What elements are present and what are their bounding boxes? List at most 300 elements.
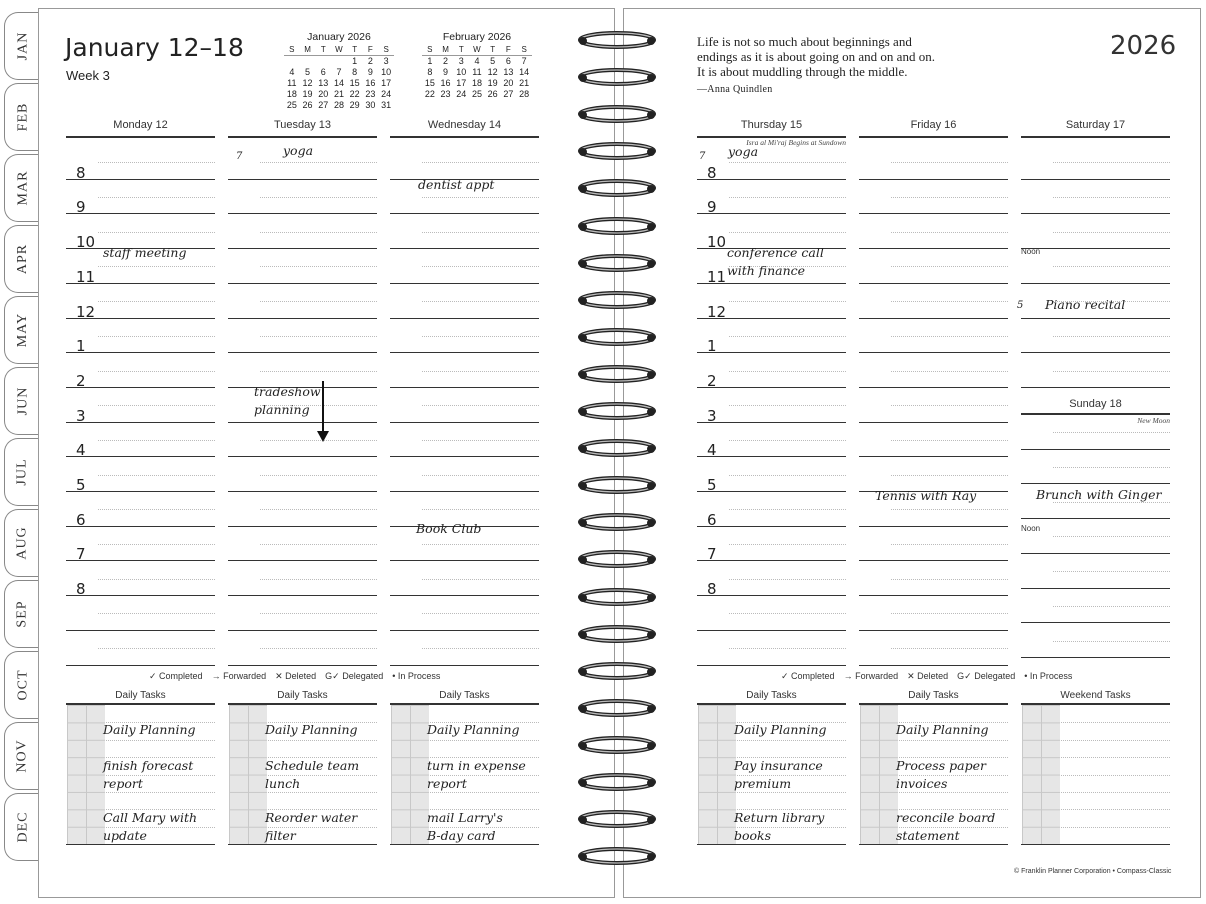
month-tab-label: SEP xyxy=(15,600,30,628)
hour-line[interactable] xyxy=(859,179,1008,180)
half-hour-line xyxy=(98,336,215,337)
task-item[interactable]: invoices xyxy=(896,776,948,791)
calendar-date[interactable]: 4 xyxy=(289,67,295,77)
handwritten-entry[interactable]: staff meeting xyxy=(103,245,187,260)
calendar-date[interactable]: 1 xyxy=(352,56,358,66)
hour-label: 12 xyxy=(707,302,727,321)
hour-line[interactable] xyxy=(390,665,539,666)
handwritten-entry[interactable]: Book Club xyxy=(416,521,482,536)
calendar-date[interactable]: 8 xyxy=(427,67,433,77)
hour-line[interactable] xyxy=(66,456,215,457)
spiral-ring xyxy=(577,438,657,458)
task-item[interactable]: update xyxy=(103,828,147,843)
half-hour-line xyxy=(729,371,846,372)
half-hour-line xyxy=(98,509,215,510)
task-line xyxy=(1061,740,1170,741)
spiral-ring xyxy=(577,141,657,161)
handwritten-entry[interactable]: planning xyxy=(254,402,310,417)
spiral-ring xyxy=(577,698,657,718)
hour-line[interactable] xyxy=(228,318,377,319)
handwritten-entry[interactable]: Brunch with Ginger xyxy=(1036,487,1162,502)
calendar-date[interactable]: 24 xyxy=(456,89,467,99)
status-legend: ✓ Completed → Forwarded ✕ Deleted G✓ Delegated • In Process xyxy=(781,671,1073,681)
task-item[interactable]: B-day card xyxy=(427,828,496,843)
hour-line[interactable] xyxy=(390,318,539,319)
noon-label: Noon xyxy=(1021,524,1041,533)
handwritten-entry[interactable]: Tennis with Ray xyxy=(875,488,977,503)
calendar-date[interactable]: 23 xyxy=(365,89,376,99)
hour-line[interactable] xyxy=(390,456,539,457)
task-item[interactable]: report xyxy=(427,776,467,791)
task-item[interactable]: report xyxy=(103,776,143,791)
hour-line[interactable] xyxy=(228,491,377,492)
weekday-initial: T xyxy=(485,44,501,56)
hour-label: 6 xyxy=(707,510,717,529)
task-item[interactable]: reconcile board xyxy=(896,810,996,825)
hour-line[interactable] xyxy=(859,387,1008,388)
task-item[interactable]: filter xyxy=(265,828,296,843)
half-hour-line xyxy=(891,197,1008,198)
hour-line[interactable] xyxy=(1021,483,1170,484)
spiral-ring xyxy=(577,549,657,569)
calendar-date[interactable] xyxy=(315,56,331,68)
hour-line[interactable] xyxy=(228,179,377,180)
calendar-date[interactable]: 18 xyxy=(286,89,297,99)
month-tab-jan[interactable] xyxy=(4,12,41,80)
calendar-date[interactable]: 26 xyxy=(302,100,313,110)
weekday-initial: W xyxy=(469,44,485,56)
hour-label: 7 xyxy=(76,545,86,564)
calendar-date[interactable]: 21 xyxy=(519,78,530,88)
calendar-date[interactable]: 17 xyxy=(381,78,392,88)
calendar-date[interactable]: 16 xyxy=(440,78,451,88)
hour-label: 2 xyxy=(76,371,86,390)
calendar-date[interactable]: 4 xyxy=(474,56,480,66)
calendar-date[interactable]: 11 xyxy=(472,67,482,77)
hour-line[interactable] xyxy=(66,352,215,353)
hour-line[interactable] xyxy=(66,213,215,214)
task-status-grid[interactable] xyxy=(391,705,429,844)
copyright-footer: © Franklin Planner Corporation • Compass-Classic xyxy=(1014,868,1172,875)
hour-line[interactable] xyxy=(228,283,377,284)
task-item[interactable]: Daily Planning xyxy=(896,722,989,737)
hour-line[interactable] xyxy=(859,560,1008,561)
hour-line[interactable] xyxy=(390,630,539,631)
half-hour-line xyxy=(422,509,539,510)
calendar-date[interactable]: 31 xyxy=(381,100,392,110)
half-hour-line xyxy=(422,648,539,649)
month-tab-label: JAN xyxy=(14,31,30,61)
hour-line[interactable] xyxy=(390,595,539,596)
weekday-initial: W xyxy=(331,44,347,56)
calendar-date[interactable]: 6 xyxy=(320,67,326,77)
task-item[interactable]: Daily Planning xyxy=(427,722,520,737)
hour-line[interactable] xyxy=(66,387,215,388)
calendar-date[interactable]: 27 xyxy=(318,100,329,110)
hour-line[interactable] xyxy=(390,560,539,561)
hour-line[interactable] xyxy=(1021,588,1170,589)
hour-line[interactable] xyxy=(390,422,539,423)
quote-author: —Anna Quindlen xyxy=(697,84,773,95)
half-hour-line xyxy=(891,336,1008,337)
calendar-date[interactable]: 26 xyxy=(487,89,498,99)
task-item[interactable]: Reorder water xyxy=(265,810,358,825)
hour-line[interactable] xyxy=(66,526,215,527)
calendar-date[interactable]: 25 xyxy=(286,100,297,110)
half-hour-line xyxy=(891,371,1008,372)
handwritten-entry[interactable]: Piano recital xyxy=(1045,297,1126,312)
calendar-date[interactable]: 3 xyxy=(458,56,464,66)
hour-line[interactable] xyxy=(859,526,1008,527)
hour-line[interactable] xyxy=(1021,553,1170,554)
calendar-date[interactable]: 19 xyxy=(487,78,498,88)
weekday-initial: S xyxy=(516,44,532,56)
calendar-date[interactable]: 9 xyxy=(443,67,449,77)
hour-line[interactable] xyxy=(859,352,1008,353)
daily-tasks-wednesday xyxy=(390,690,539,846)
calendar-date[interactable]: 20 xyxy=(318,89,329,99)
half-hour-line xyxy=(891,301,1008,302)
calendar-date[interactable]: 14 xyxy=(333,78,344,88)
hour-line[interactable] xyxy=(1021,622,1170,623)
header-rule xyxy=(1021,413,1170,415)
hour-line[interactable] xyxy=(390,248,539,249)
month-tab-aug[interactable] xyxy=(4,509,41,577)
half-hour-line xyxy=(98,440,215,441)
hour-line[interactable] xyxy=(1021,213,1170,214)
daily-tasks-friday xyxy=(859,690,1008,846)
task-item[interactable]: lunch xyxy=(265,776,301,791)
calendar-date[interactable]: 8 xyxy=(352,67,358,77)
hour-label: 5 xyxy=(707,476,717,494)
calendar-date[interactable]: 21 xyxy=(333,89,344,99)
half-hour-line xyxy=(891,266,1008,267)
task-item[interactable]: books xyxy=(734,828,772,843)
calendar-date[interactable]: 24 xyxy=(381,89,392,99)
hour-line[interactable] xyxy=(1021,518,1170,519)
tasks-bottom-rule xyxy=(390,844,539,845)
hour-label: 7 xyxy=(707,545,717,564)
hour-line[interactable] xyxy=(228,213,377,214)
hour-label: 9 xyxy=(707,198,717,217)
half-hour-line xyxy=(1053,432,1170,433)
tasks-label: Daily Tasks xyxy=(439,690,490,701)
hour-line[interactable] xyxy=(66,665,215,666)
handwritten-entry[interactable]: yoga xyxy=(728,144,759,159)
month-tab-jun[interactable] xyxy=(4,367,41,435)
hour-line[interactable] xyxy=(228,456,377,457)
task-line xyxy=(1061,775,1170,776)
half-hour-line xyxy=(1053,641,1170,642)
hour-line[interactable] xyxy=(66,630,215,631)
half-hour-line xyxy=(260,162,377,163)
task-line xyxy=(737,792,846,793)
tasks-bottom-rule xyxy=(1021,844,1170,845)
calendar-date[interactable]: 30 xyxy=(365,100,376,110)
hour-line[interactable] xyxy=(859,456,1008,457)
hour-line[interactable] xyxy=(1021,248,1170,249)
task-item[interactable]: Daily Planning xyxy=(103,722,196,737)
hour-line[interactable] xyxy=(228,665,377,666)
tasks-bottom-rule xyxy=(228,844,377,845)
month-tab-apr[interactable] xyxy=(4,225,41,293)
hour-line[interactable] xyxy=(697,456,846,457)
half-hour-line xyxy=(260,336,377,337)
hour-line[interactable] xyxy=(390,283,539,284)
day-label-sunday: Sunday 18 xyxy=(1069,398,1122,410)
task-line xyxy=(106,740,215,741)
half-hour-line xyxy=(422,266,539,267)
hour-line[interactable] xyxy=(859,665,1008,666)
spiral-ring xyxy=(577,30,657,50)
half-hour-line xyxy=(891,648,1008,649)
half-hour-line xyxy=(422,371,539,372)
calendar-date[interactable]: 13 xyxy=(318,78,329,88)
calendar-date[interactable]: 6 xyxy=(505,56,511,66)
half-hour-line xyxy=(1053,371,1170,372)
calendar-date[interactable] xyxy=(284,56,300,68)
calendar-date[interactable] xyxy=(300,56,316,68)
hour-line[interactable] xyxy=(228,560,377,561)
hour-line[interactable] xyxy=(697,526,846,527)
hour-line[interactable] xyxy=(697,665,846,666)
spiral-ring xyxy=(577,772,657,792)
hour-line[interactable] xyxy=(697,179,846,180)
handwritten-entry[interactable]: with finance xyxy=(727,263,806,278)
spiral-ring xyxy=(577,587,657,607)
calendar-date[interactable]: 29 xyxy=(349,100,360,110)
calendar-date[interactable]: 2 xyxy=(367,56,373,66)
month-tab-label: JUN xyxy=(14,386,30,416)
task-line xyxy=(1061,792,1170,793)
hour-line[interactable] xyxy=(390,213,539,214)
hour-line[interactable] xyxy=(1021,179,1170,180)
task-status-grid[interactable] xyxy=(67,705,105,844)
hour-line[interactable] xyxy=(390,387,539,388)
hour-line[interactable] xyxy=(390,491,539,492)
hour-line[interactable] xyxy=(697,213,846,214)
week-number: Week 3 xyxy=(66,68,110,83)
task-line xyxy=(268,792,377,793)
calendar-date[interactable]: 12 xyxy=(487,67,498,77)
hour-line[interactable] xyxy=(1021,283,1170,284)
hour-line[interactable] xyxy=(390,352,539,353)
half-hour-line xyxy=(98,475,215,476)
spiral-ring xyxy=(577,67,657,87)
month-tab-may[interactable] xyxy=(4,296,41,364)
calendar-date[interactable]: 20 xyxy=(503,78,514,88)
hour-line[interactable] xyxy=(859,283,1008,284)
mini-calendar-grid xyxy=(284,44,394,111)
half-hour-line xyxy=(891,544,1008,545)
calendar-date[interactable]: 15 xyxy=(424,78,435,88)
hour-line[interactable] xyxy=(859,213,1008,214)
calendar-date[interactable]: 22 xyxy=(349,89,360,99)
calendar-date[interactable]: 22 xyxy=(424,89,435,99)
weekday-initial: M xyxy=(438,44,454,56)
task-status-grid[interactable] xyxy=(229,705,267,844)
hour-line[interactable] xyxy=(697,491,846,492)
hour-line[interactable] xyxy=(228,526,377,527)
handwritten-entry[interactable]: yoga xyxy=(283,143,314,158)
hour-line[interactable] xyxy=(66,179,215,180)
weekday-initial: T xyxy=(315,44,331,56)
handwritten-entry[interactable]: 7 xyxy=(236,151,243,162)
hour-label: 1 xyxy=(76,337,86,356)
half-hour-line xyxy=(729,232,846,233)
half-hour-line xyxy=(422,475,539,476)
calendar-date[interactable]: 10 xyxy=(456,67,467,77)
calendar-date[interactable]: 7 xyxy=(521,56,527,66)
handwritten-entry[interactable]: 5 xyxy=(1017,300,1024,311)
calendar-date[interactable]: 3 xyxy=(383,56,389,66)
hour-line[interactable] xyxy=(859,595,1008,596)
calendar-date[interactable]: 11 xyxy=(287,78,297,88)
task-item[interactable]: premium xyxy=(734,776,792,791)
half-hour-line xyxy=(98,405,215,406)
calendar-date[interactable]: 14 xyxy=(519,67,530,77)
task-item[interactable]: Process paper xyxy=(896,758,986,773)
month-tab-label: NOV xyxy=(15,739,30,773)
hour-line[interactable] xyxy=(66,491,215,492)
calendar-date[interactable]: 7 xyxy=(336,67,342,77)
task-status-grid[interactable] xyxy=(698,705,736,844)
tasks-label: Daily Tasks xyxy=(277,690,328,701)
right-page xyxy=(623,8,1201,898)
task-item[interactable]: Schedule team xyxy=(265,758,360,773)
hour-line[interactable] xyxy=(697,595,846,596)
hour-line[interactable] xyxy=(1021,318,1170,319)
task-item[interactable]: Daily Planning xyxy=(265,722,358,737)
task-item[interactable]: Daily Planning xyxy=(734,722,827,737)
task-item[interactable]: mail Larry's xyxy=(427,810,503,825)
task-item[interactable]: statement xyxy=(896,828,960,843)
half-hour-line xyxy=(260,544,377,545)
handwritten-entry[interactable]: dentist appt xyxy=(418,177,495,192)
calendar-date[interactable]: 9 xyxy=(367,67,373,77)
task-item[interactable]: Pay insurance xyxy=(734,758,823,773)
calendar-date[interactable]: 1 xyxy=(427,56,433,66)
handwritten-entry[interactable]: tradeshow xyxy=(254,384,321,399)
hour-line[interactable] xyxy=(1021,387,1170,388)
hour-line[interactable] xyxy=(66,422,215,423)
half-hour-line xyxy=(1053,162,1170,163)
calendar-date[interactable]: 5 xyxy=(490,56,496,66)
month-tab-oct[interactable] xyxy=(4,651,41,719)
header-rule xyxy=(1021,136,1170,138)
half-hour-line xyxy=(891,440,1008,441)
task-item[interactable]: Return library xyxy=(734,810,825,825)
hour-line[interactable] xyxy=(66,560,215,561)
year: 2026 xyxy=(1110,31,1177,61)
handwritten-entry[interactable]: conference call xyxy=(727,245,824,260)
task-item[interactable]: finish forecast xyxy=(103,758,194,773)
hour-line[interactable] xyxy=(1021,352,1170,353)
calendar-date[interactable]: 15 xyxy=(349,78,360,88)
hour-line[interactable] xyxy=(228,352,377,353)
hour-line[interactable] xyxy=(228,630,377,631)
half-hour-line xyxy=(1053,232,1170,233)
half-hour-line xyxy=(891,475,1008,476)
hour-line[interactable] xyxy=(1021,657,1170,658)
hour-line[interactable] xyxy=(228,595,377,596)
weekday-initial: F xyxy=(363,44,379,56)
task-line xyxy=(430,792,539,793)
half-hour-line xyxy=(422,336,539,337)
half-hour-line xyxy=(422,232,539,233)
hour-label: 12 xyxy=(76,302,96,321)
calendar-date[interactable] xyxy=(331,56,347,68)
hour-line[interactable] xyxy=(859,248,1008,249)
hour-line[interactable] xyxy=(228,248,377,249)
month-tab-mar[interactable] xyxy=(4,154,41,222)
hour-line[interactable] xyxy=(66,595,215,596)
hour-line[interactable] xyxy=(1021,449,1170,450)
calendar-date[interactable]: 2 xyxy=(443,56,449,66)
calendar-date[interactable]: 23 xyxy=(440,89,451,99)
calendar-date[interactable]: 13 xyxy=(503,67,514,77)
calendar-date[interactable]: 5 xyxy=(305,67,311,77)
task-item[interactable]: Call Mary with xyxy=(103,810,198,825)
calendar-date[interactable]: 12 xyxy=(302,78,313,88)
half-hour-line xyxy=(1053,606,1170,607)
hour-line[interactable] xyxy=(697,630,846,631)
mini-calendar-title: January 2026 xyxy=(307,31,371,43)
hour-label: 1 xyxy=(707,337,717,356)
half-hour-line xyxy=(1053,197,1170,198)
month-tab-feb[interactable] xyxy=(4,83,41,151)
half-hour-line xyxy=(422,197,539,198)
task-status-grid[interactable] xyxy=(1022,705,1060,844)
calendar-date[interactable]: 27 xyxy=(503,89,514,99)
handwritten-entry[interactable]: 7 xyxy=(699,151,706,162)
hour-line[interactable] xyxy=(697,387,846,388)
task-item[interactable]: turn in expense xyxy=(427,758,526,773)
half-hour-line xyxy=(422,405,539,406)
hour-label: 11 xyxy=(707,267,727,286)
calendar-date[interactable]: 16 xyxy=(365,78,376,88)
month-tab-sep[interactable] xyxy=(4,580,41,648)
day-label: Wednesday 14 xyxy=(427,119,502,131)
hour-line[interactable] xyxy=(859,630,1008,631)
calendar-date[interactable]: 19 xyxy=(302,89,313,99)
calendar-date[interactable]: 18 xyxy=(471,78,482,88)
calendar-date[interactable]: 10 xyxy=(381,67,392,77)
task-status-grid[interactable] xyxy=(860,705,898,844)
hour-line[interactable] xyxy=(697,560,846,561)
hour-line[interactable] xyxy=(228,422,377,423)
month-tab-nov[interactable] xyxy=(4,722,41,790)
month-tab-jul[interactable] xyxy=(4,438,41,506)
calendar-date[interactable]: 28 xyxy=(519,89,530,99)
hour-line[interactable] xyxy=(859,318,1008,319)
spiral-ring xyxy=(577,104,657,124)
half-hour-line xyxy=(260,509,377,510)
calendar-date[interactable]: 25 xyxy=(471,89,482,99)
tasks-bottom-rule xyxy=(697,844,846,845)
month-tab-dec[interactable] xyxy=(4,793,41,861)
half-hour-line xyxy=(260,648,377,649)
calendar-date[interactable]: 28 xyxy=(333,100,344,110)
hour-line[interactable] xyxy=(697,352,846,353)
tasks-bottom-rule xyxy=(66,844,215,845)
hour-line[interactable] xyxy=(859,422,1008,423)
status-legend: ✓ Completed → Forwarded ✕ Deleted G✓ Delegated • In Process xyxy=(149,671,441,681)
calendar-date[interactable]: 17 xyxy=(456,78,467,88)
task-line xyxy=(1061,757,1170,758)
hour-label: 8 xyxy=(707,580,717,599)
hour-line[interactable] xyxy=(697,422,846,423)
